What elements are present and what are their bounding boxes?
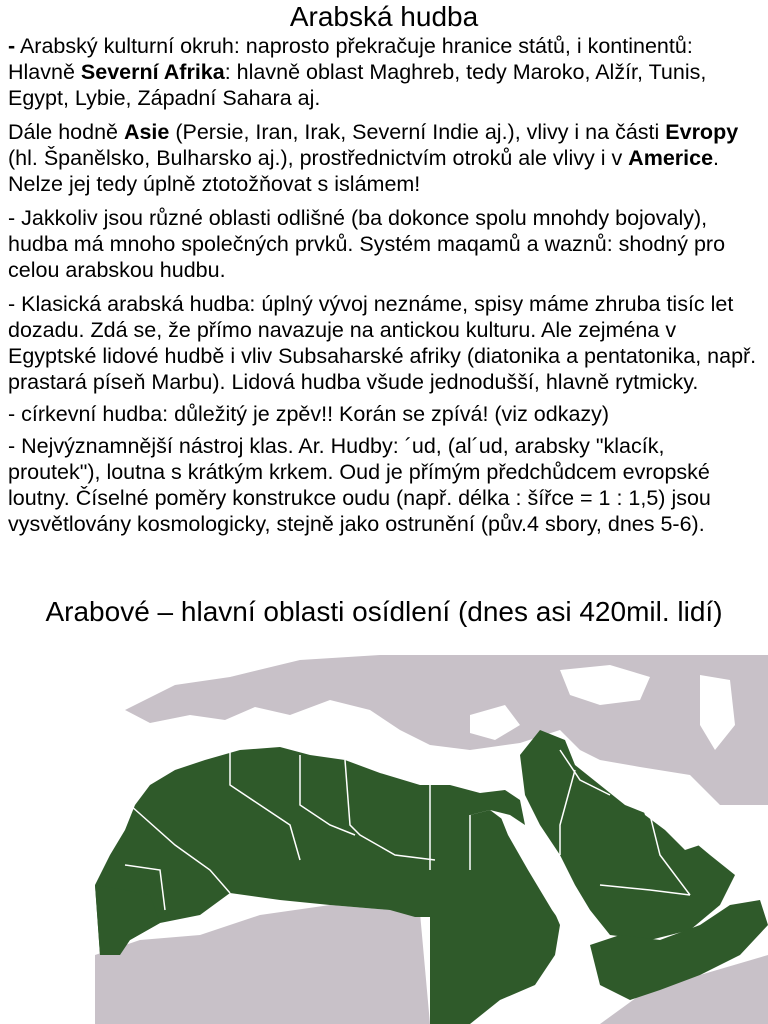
arab-region-map: [0, 655, 768, 1024]
paragraph-1-text-b: : hlavně oblast Maghreb, tedy Maroko, Alžír, Tunis, Egypt, Lybie, Západní Sahara aj.: [8, 60, 707, 110]
paragraph-2-text-b: (Persie, Iran, Irak, Severní Indie aj.), vlivy i na části: [169, 120, 666, 144]
paragraph-2-bold-a: Asie: [123, 120, 170, 144]
paragraph-1-text-a: Arabský kulturní okruh: naprosto překračuje hranice států, i kontinentů: Hlavně: [8, 34, 693, 84]
paragraph-6: - Nejvýznamnější nástroj klas. Ar. Hudby: ´ud, (al´ud, arabsky "klacík, proutek"), loutna s krátkým krkem. Oud je přímým předchůdcem evropské loutny. Číselné poměry konstrukce oudu (např. délka : šířce = 1 : 1,5) jsou vysvětlovány kosmologicky, stejně jako ostrunění (pův.4 sbory, dnes 5-6).: [8, 434, 711, 536]
paragraph-1: [8, 33, 760, 111]
paragraph-1-bold-a: Severní Afrika: [80, 60, 225, 84]
map-svg: [0, 655, 768, 1024]
paragraph-2-bold-b: Evropy: [665, 120, 739, 144]
paragraph-2-text-c: (hl. Španělsko, Bulharsko aj.), prostřednictvím otroků ale vlivy i v: [8, 146, 629, 170]
page-title: Arabská hudba: [289, 1, 479, 32]
text-body: [8, 33, 760, 545]
paragraph-5: - církevní hudba: důležitý je zpěv!! Korán se zpívá! (viz odkazy): [8, 402, 610, 426]
paragraph-2-bold-c: Americe: [628, 146, 714, 170]
paragraph-2-text-a: Dále hodně: [8, 120, 124, 144]
map-subtitle: Arabové – hlavní oblasti osídlení (dnes asi 420mil. lidí): [45, 596, 723, 627]
paragraph-2-text-d: . Nelze jej tedy úplně ztotožňovat s islámem!: [8, 146, 720, 196]
paragraph-2: [8, 119, 760, 197]
bullet-dash: -: [8, 34, 16, 58]
paragraph-4: - Klasická arabská hudba: úplný vývoj neznáme, spisy máme zhruba tisíc let dozadu. Zdá se, že přímo navazuje na antickou kulturu. Ale zejména v Egyptské lidové hudbě i vliv Subsaharské afriky (diatonika a pentatonika, např. prastará píseň Marbu). Lidová hudba všude jednodušší, hlavně rytmicky.: [8, 292, 757, 394]
paragraph-3: - Jakkoliv jsou různé oblasti odlišné (ba dokonce spolu mnohdy bojovaly), hudba má mnoho společných prvků. Systém maqamů a waznů: shodný pro celou arabskou hudbu.: [8, 206, 726, 282]
